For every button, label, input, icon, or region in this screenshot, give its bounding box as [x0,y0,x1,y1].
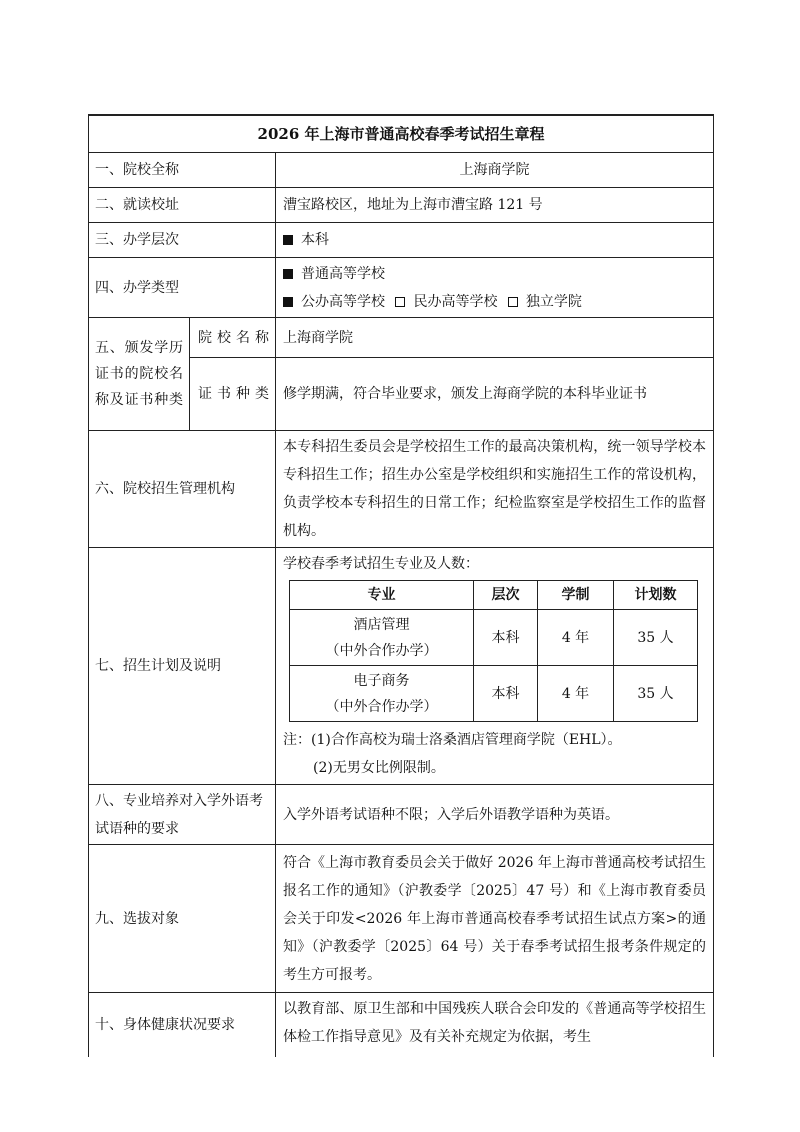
type-line-1 [283,260,706,288]
plan-major-name: 酒店管理 [353,616,410,633]
row-level [89,223,714,258]
health-label: 十、身体健康状况要求 [89,993,276,1057]
plan-table [289,580,698,722]
level-label: 三、办学层次 [89,223,276,258]
plan-major [290,610,474,666]
checked-box-icon [283,269,293,279]
campus-label: 二、就读校址 [89,188,276,223]
plan-major-note: （中外合作办学） [325,642,438,659]
row-eligibility [89,845,714,993]
campus-value: 漕宝路校区，地址为上海市漕宝路 121 号 [276,188,714,223]
unchecked-box-icon [508,297,518,307]
type-option: 普通高等学校 [301,265,385,282]
table-row [290,610,698,666]
certificate-school-value: 上海商学院 [276,318,714,358]
level-value [276,223,714,258]
title-row [89,115,714,153]
row-certificate-a [89,318,714,358]
plan-note-1: 注：(1)合作高校为瑞士洛桑酒店管理商学院（EHL）。 [283,732,622,748]
type-value [276,258,714,318]
eligibility-label: 九、选拔对象 [89,845,276,993]
language-label: 八、专业培养对入学外语考试语种的要求 [89,785,276,845]
plan-major-note: （中外合作办学） [325,698,438,715]
table-row [290,666,698,722]
plan-years: 4 年 [538,666,614,722]
document-title: 2026 年上海市普通高校春季考试招生章程 [89,115,714,153]
type-label: 四、办学类型 [89,258,276,318]
plan-quota: 35 人 [614,666,698,722]
health-value: 以教育部、原卫生部和中国残疾人联合会印发的《普通高等学校招生体检工作指导意见》及有关补充规定为依据，考生 [276,993,714,1057]
regulation-document [88,114,713,1057]
admission-office-value: 本专科招生委员会是学校招生工作的最高决策机构，统一领导学校本专科招生工作；招生办公室是学校组织和实施招生工作的常设机构，负责学校本专科招生的日常工作；纪检监察室是学校招生工作的监督机构。 [276,431,714,548]
plan-header-level: 层次 [474,581,538,610]
row-school-name [89,153,714,188]
certificate-label: 五、颁发学历证书的院校名称及证书种类 [89,318,190,431]
unchecked-box-icon [395,297,405,307]
type-option: 独立学院 [525,293,582,310]
plan-level: 本科 [474,610,538,666]
row-language [89,785,714,845]
plan-years: 4 年 [538,610,614,666]
plan-intro: 学校春季考试招生专业及人数： [283,556,479,572]
plan-header-years: 学制 [538,581,614,610]
row-campus [89,188,714,223]
type-line-2 [283,288,706,316]
row-admission-office [89,431,714,548]
type-option: 民办高等学校 [413,293,498,310]
certificate-sub-label-school: 院校名称 [190,318,276,358]
type-option: 公办高等学校 [301,293,385,310]
plan-header-row [290,581,698,610]
plan-level: 本科 [474,666,538,722]
plan-note-2: (2)无男女比例限制。 [313,760,445,776]
row-plan [89,548,714,785]
plan-major [290,666,474,722]
certificate-type-value: 修学期满，符合毕业要求，颁发上海商学院的本科毕业证书 [276,358,714,431]
plan-major-name: 电子商务 [353,672,410,689]
school-name-value: 上海商学院 [276,153,714,188]
eligibility-value: 符合《上海市教育委员会关于做好 2026 年上海市普通高校考试招生报名工作的通知》（沪教委学〔2025〕47 号）和《上海市教育委员会关于印发<2026 年上海市普通高校春季考试招生试点方案>的通知》（沪教委学〔2025〕64 号）关于春季考试招生报考条件规定的考生方可报考。 [276,845,714,993]
admission-office-label: 六、院校招生管理机构 [89,431,276,548]
plan-quota: 35 人 [614,610,698,666]
school-name-label: 一、院校全称 [89,153,276,188]
language-value: 入学外语考试语种不限；入学后外语教学语种为英语。 [276,785,714,845]
row-type [89,258,714,318]
plan-header-major: 专业 [290,581,474,610]
checked-box-icon [283,297,293,307]
plan-label: 七、招生计划及说明 [89,548,276,785]
regulation-table [88,114,714,1057]
plan-value [276,548,714,785]
row-health [89,993,714,1057]
certificate-sub-label-type: 证书种类 [190,358,276,431]
level-option: 本科 [301,232,329,248]
plan-header-quota: 计划数 [614,581,698,610]
checked-box-icon [283,235,293,245]
